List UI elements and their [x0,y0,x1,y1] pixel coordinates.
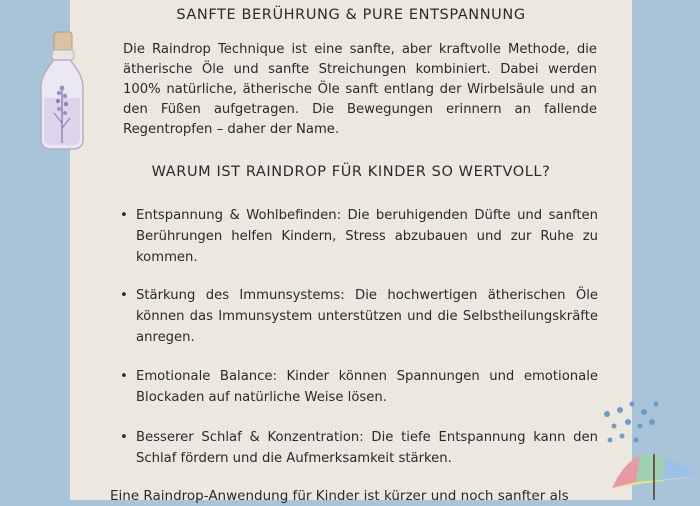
rain-umbrella-icon [592,396,700,500]
list-item [120,427,598,469]
benefit-text: Emotionale Balance: Kinder können Spannungen und emotionale Blockaden auf natürliche Weise lösen. [136,369,598,405]
list-item [120,366,598,408]
bullet-icon: • [120,369,128,384]
benefit-text: Stärkung des Immunsystems: Die hochwertigen ätherischen Öle können das Immunsystem unterstützen und die Selbstheilungskräfte anregen. [136,288,598,345]
bullet-icon: • [120,430,128,445]
bullet-icon: • [120,208,128,223]
intro-paragraph: Die Raindrop Technique ist eine sanfte, aber kraftvolle Methode, die ätherische Öle und sanfte Streichungen kombiniert. Dabei werden 100% natürliche, ätherische Öle sanft entlang der Wirbelsäule und an den Füßen aufgetragen. Die Bewegungen erinnern an fallende Regentropfen – daher der Name. [123,42,597,137]
list-item [120,285,598,348]
list-item [120,205,598,268]
why-heading: WARUM IST RAINDROP FÜR KINDER SO WERTVOLL? [151,164,551,180]
benefit-text: Entspannung & Wohlbefinden: Die beruhigenden Düfte und sanften Berührungen helfen Kindern, Stress abzubauen und zur Ruhe zu kommen. [136,208,598,265]
title-heading: SANFTE BERÜHRUNG & PURE ENTSPANNUNG [176,7,526,23]
benefit-text: Besserer Schlaf & Konzentration: Die tiefe Entspannung kann den Schlaf fördern und die Aufmerksamkeit stärken. [136,430,598,466]
lavender-bottle-icon [32,28,92,153]
bullet-icon: • [120,288,128,303]
closing-text: Eine Raindrop-Anwendung für Kinder ist kürzer und noch sanfter als [110,488,569,504]
